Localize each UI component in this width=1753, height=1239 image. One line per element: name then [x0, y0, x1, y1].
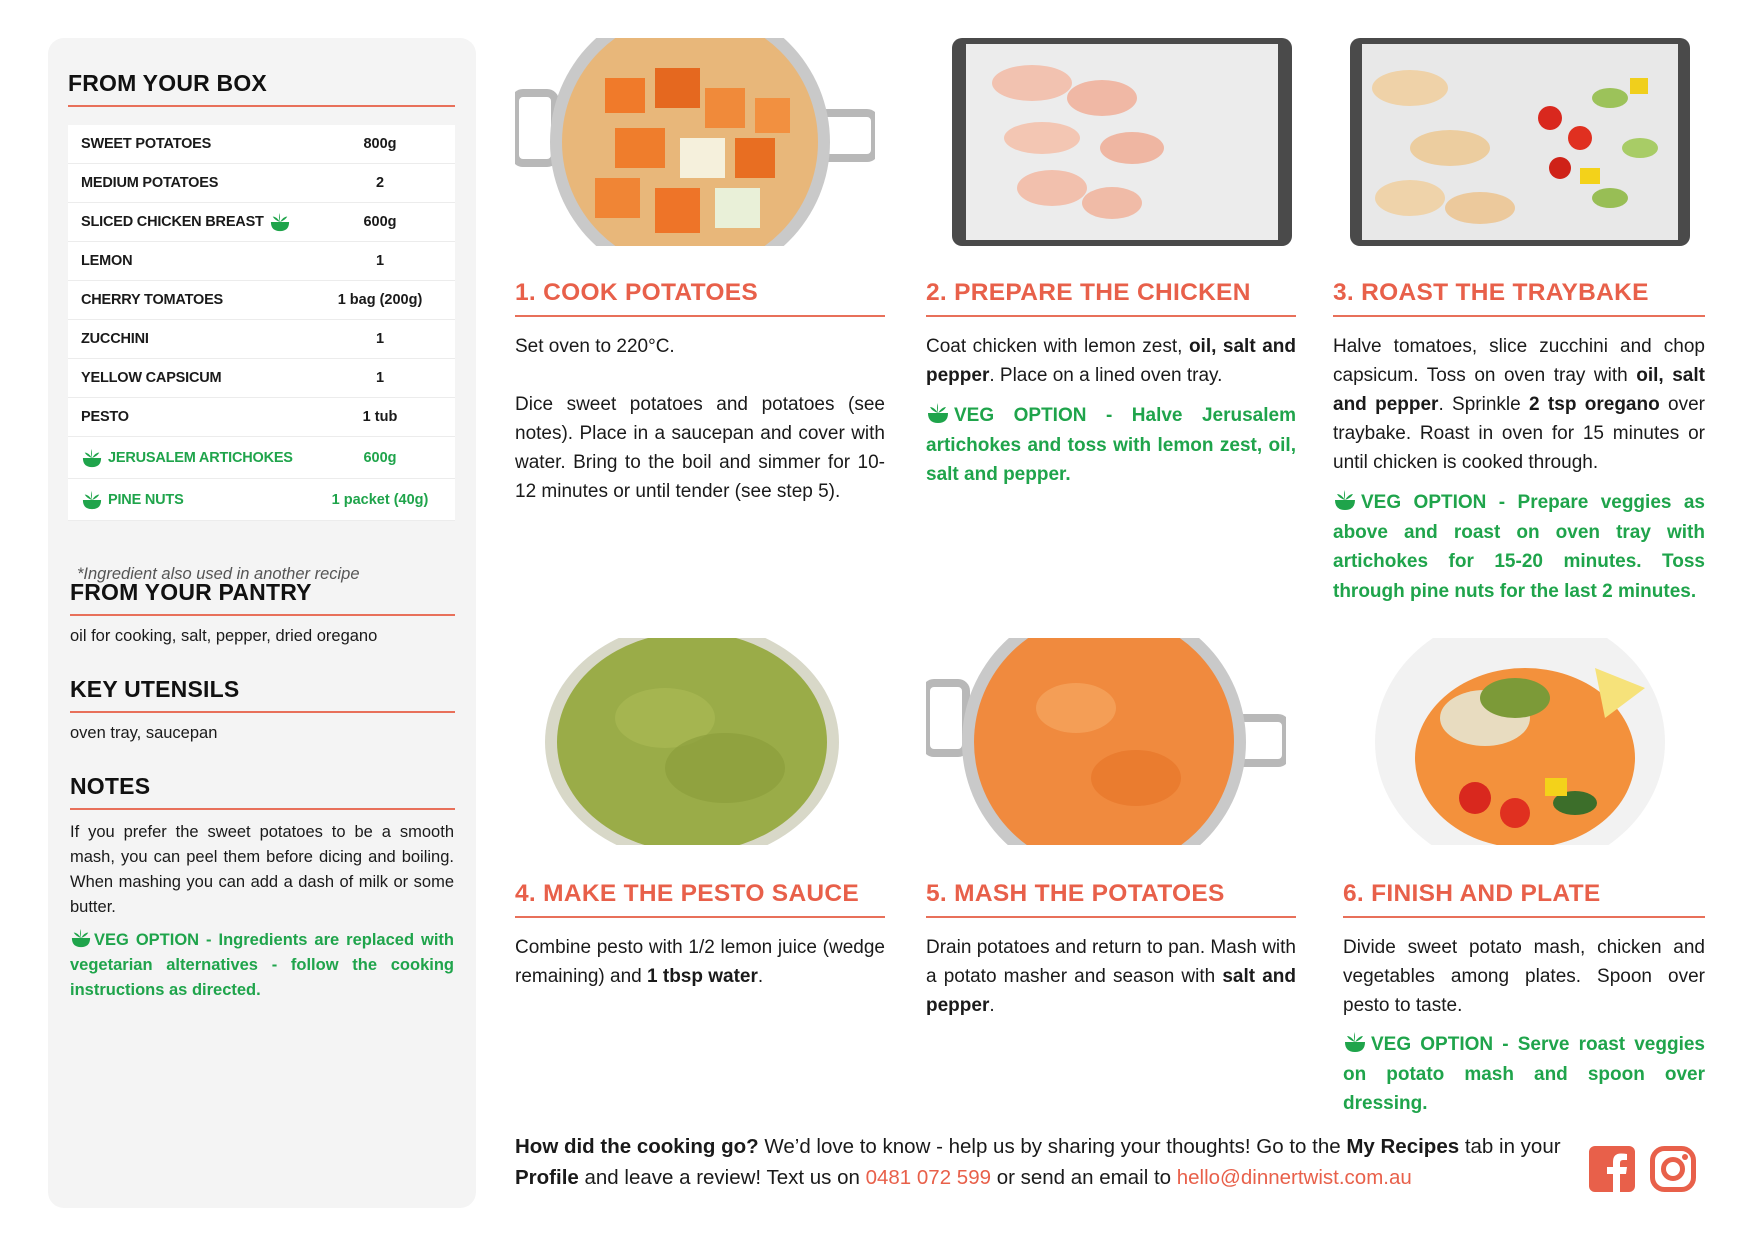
- veg-leaf-icon: [1343, 1031, 1367, 1053]
- ingredient-qty: 1 packet (40g): [331, 491, 429, 508]
- ingredient-label: JERUSALEM ARTICHOKES: [108, 449, 293, 466]
- ingredient-name: [68, 490, 305, 510]
- ingredient-qty: 1 bag (200g): [337, 292, 423, 308]
- veg-leaf-icon: [926, 402, 950, 424]
- instagram-icon[interactable]: [1650, 1146, 1696, 1192]
- ingredient-label: ZUCCHINI: [81, 331, 149, 347]
- ingredient-label: PESTO: [81, 409, 129, 425]
- photo-cook-potatoes: [515, 38, 875, 246]
- ingredient-row: [68, 242, 455, 281]
- ingredient-name: [68, 212, 305, 232]
- ingredient-name: [68, 409, 305, 425]
- ingredient-qty: 600g: [363, 449, 397, 466]
- ingredient-label: LEMON: [81, 253, 133, 269]
- notes-veg-option: VEG OPTION - Ingredients are replaced with vegetarian alternatives - follow the cooking instructions as directed.: [70, 928, 454, 1003]
- photo-finish-and-plate: [1375, 638, 1665, 845]
- step-6-title: 6. FINISH AND PLATE: [1343, 880, 1705, 918]
- ingredient-label: YELLOW CAPSICUM: [81, 370, 222, 386]
- ingredient-label: SLICED CHICKEN BREAST: [81, 214, 264, 230]
- ingredient-qty: 1: [375, 331, 385, 347]
- photo-prepare-chicken: [952, 38, 1292, 246]
- from-your-pantry-heading: FROM YOUR PANTRY: [70, 579, 455, 616]
- profile-label: Profile: [515, 1166, 579, 1189]
- notes-text: If you prefer the sweet potatoes to be a smooth mash, you can peel them before dicing and boiling. When mashing you can add a dash of milk or some butter.: [70, 823, 454, 916]
- step-4-text: Combine pesto with 1/2 lemon juice (wedge remaining) and 1 tbsp water.: [515, 937, 885, 987]
- ingredient-name: [68, 253, 305, 269]
- ingredient-label: SWEET POTATOES: [81, 136, 212, 152]
- facebook-icon[interactable]: [1589, 1146, 1635, 1192]
- step-6-text: Divide sweet potato mash, chicken and vegetables among plates. Spoon over pesto to taste.: [1343, 937, 1705, 1016]
- from-your-box-heading: FROM YOUR BOX: [68, 70, 455, 107]
- ingredient-label: PINE NUTS: [108, 491, 184, 508]
- photo-pesto-sauce: [545, 638, 840, 845]
- ingredient-qty: 1: [375, 370, 385, 386]
- ingredient-name: [68, 175, 305, 191]
- ingredient-qty: 1 tub: [362, 409, 398, 425]
- key-utensils-heading: KEY UTENSILS: [70, 676, 455, 713]
- my-recipes-label: My Recipes: [1346, 1135, 1460, 1158]
- feedback-footer: How did the cooking go? We’d love to know - help us by sharing your thoughts! Go to the My Recipes tab in your Profile and leave a review! Text us on 0481 072 599 or send an email to hello@dinnertwist.com.au: [515, 1135, 1561, 1189]
- step-5-title: 5. MASH THE POTATOES: [926, 880, 1296, 918]
- step-1-title: 1. COOK POTATOES: [515, 279, 885, 317]
- step-2-title: 2. PREPARE THE CHICKEN: [926, 279, 1296, 317]
- step-4-title: 4. MAKE THE PESTO SAUCE: [515, 880, 885, 918]
- step-3-title: 3. ROAST THE TRAYBAKE: [1333, 279, 1705, 317]
- ingredient-name: [68, 292, 305, 308]
- ingredients-table: [68, 125, 455, 521]
- ingredient-row: [68, 281, 455, 320]
- ingredient-row: [68, 125, 455, 164]
- email-link[interactable]: hello@dinnertwist.com.au: [1176, 1166, 1412, 1189]
- ingredient-note: *Ingredient also used in another recipe: [77, 565, 360, 583]
- ingredient-row: [68, 398, 455, 437]
- step-3-veg-option: VEG OPTION - Prepare veggies as above and roast on oven tray with artichokes for 15-20 minutes. Toss through pine nuts for the last 2 minutes.: [1333, 488, 1705, 606]
- utensils-text: oven tray, saucepan: [70, 724, 218, 742]
- step-5-text: Drain potatoes and return to pan. Mash with a potato masher and season with salt and pepper.: [926, 937, 1296, 1016]
- ingredient-qty: 2: [375, 175, 385, 191]
- ingredient-row: [68, 203, 455, 242]
- ingredient-qty: 1: [375, 253, 385, 269]
- ingredient-name: [68, 331, 305, 347]
- ingredient-row: [68, 479, 455, 521]
- ingredient-label: CHERRY TOMATOES: [81, 292, 224, 308]
- ingredient-name: [68, 136, 305, 152]
- veg-leaf-icon: [81, 448, 103, 468]
- photo-roast-traybake: [1350, 38, 1690, 246]
- ingredient-row: [68, 320, 455, 359]
- step-6-veg-option: VEG OPTION - Serve roast veggies on potato mash and spoon over dressing.: [1343, 1030, 1705, 1119]
- veg-leaf-icon: [1333, 489, 1357, 511]
- ingredient-row: [68, 359, 455, 398]
- ingredient-name: [68, 448, 305, 468]
- step-2-veg-option: VEG OPTION - Halve Jerusalem artichokes and toss with lemon zest, oil, salt and pepper.: [926, 401, 1296, 490]
- notes-heading: NOTES: [70, 773, 455, 810]
- ingredient-row: [68, 164, 455, 203]
- step-2-text: Coat chicken with lemon zest, oil, salt and pepper. Place on a lined oven tray.: [926, 336, 1296, 386]
- veg-leaf-icon: [81, 490, 103, 510]
- ingredient-row: [68, 437, 455, 479]
- ingredient-qty: 800g: [363, 136, 397, 152]
- ingredient-label: MEDIUM POTATOES: [81, 175, 219, 191]
- footer-question: How did the cooking go?: [515, 1135, 759, 1158]
- photo-mash-potatoes: [926, 638, 1286, 845]
- ingredient-name: [68, 370, 305, 386]
- pantry-text: oil for cooking, salt, pepper, dried oregano: [70, 627, 378, 645]
- veg-leaf-icon: [269, 212, 291, 232]
- ingredients-sidebar: [48, 38, 476, 1208]
- veg-leaf-icon: [70, 928, 92, 948]
- phone-link[interactable]: 0481 072 599: [865, 1166, 991, 1189]
- step-3-text: Halve tomatoes, slice zucchini and chop capsicum. Toss on oven tray with oil, salt and pepper. Sprinkle 2 tsp oregano over traybake. Roast in oven for 15 minutes or until chicken is cooked through.: [1333, 336, 1705, 473]
- ingredient-qty: 600g: [363, 214, 397, 230]
- step-1-text: Set oven to 220°C. Dice sweet potatoes and potatoes (see notes). Place in a saucepan and cover with water. Bring to the boil and simmer for 10-12 minutes or until tender (see step 5).: [515, 336, 885, 502]
